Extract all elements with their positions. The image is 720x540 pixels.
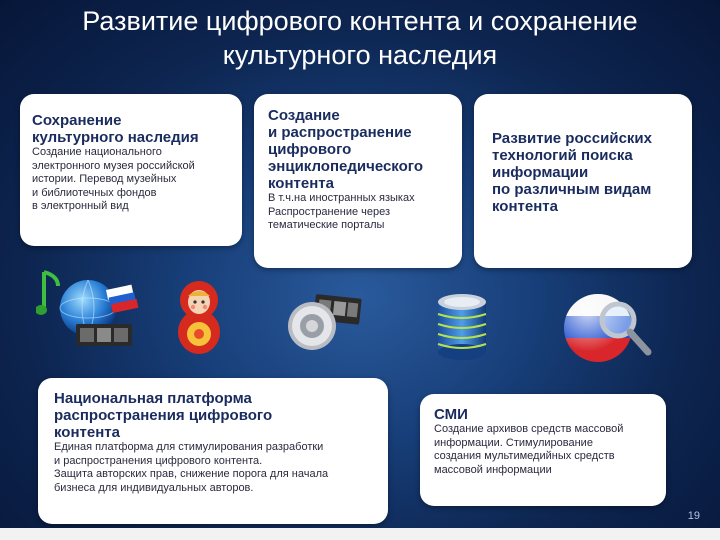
card-search — [474, 94, 692, 268]
card-media-body-3: создания мультимедийных средств — [434, 450, 615, 462]
bottom-strip — [0, 528, 720, 540]
card-encyclopedia-body-2: Распространение через — [268, 205, 391, 218]
card-platform-heading-2: распространения цифрового — [54, 407, 273, 424]
slide-title — [0, 4, 720, 72]
card-media-body-2: информации. Стимулирование — [434, 436, 593, 449]
speaker-film-icon — [286, 292, 366, 352]
card-heritage-heading-2: культурного наследия — [32, 129, 199, 146]
card-search-heading-2: технологий поиска — [492, 147, 633, 164]
card-heritage-body-2: электронного музея российской — [32, 159, 195, 172]
card-media-body-1: Создание архивов средств массовой — [434, 423, 624, 435]
card-media-heading-1: СМИ — [434, 406, 468, 423]
card-heritage-body-5: в электронный вид — [32, 200, 129, 212]
card-search-heading-4: по различным видам — [492, 181, 652, 198]
card-platform-body-1: Единая платформа для стимулирования разработки — [54, 441, 324, 453]
matryoshka-icon — [176, 276, 222, 356]
card-platform-body-2: и распространения цифрового контента. — [54, 454, 263, 467]
card-encyclopedia-heading-2: и распространение — [268, 124, 412, 141]
database-icon — [434, 292, 490, 362]
card-platform-heading-1: Национальная платформа — [54, 390, 252, 407]
card-heritage-heading-1: Сохранение — [32, 112, 122, 129]
title-line-2: культурного наследия — [222, 40, 498, 70]
card-search-heading-3: информации — [492, 164, 589, 181]
card-encyclopedia-heading-5: контента — [268, 175, 334, 192]
card-encyclopedia-heading-1: Создание — [268, 107, 340, 124]
card-heritage — [20, 94, 242, 246]
card-heritage-body-4: и библиотечных фондов — [32, 186, 157, 199]
card-encyclopedia-heading-4: энциклопедического — [268, 158, 423, 175]
card-platform-body-3: Защита авторских прав, снижение порога для начала — [54, 468, 329, 480]
title-line-1: Развитие цифрового контента и сохранение — [82, 6, 638, 36]
card-encyclopedia-body-3: тематические порталы — [268, 219, 385, 231]
card-encyclopedia-body-1: В т.ч.на иностранных языках — [268, 192, 415, 204]
card-media — [420, 394, 666, 506]
card-platform-body-4: бизнеса для индивидуальных авторов. — [54, 481, 254, 494]
card-search-heading-5: контента — [492, 198, 558, 215]
card-heritage-body-1: Создание национального — [32, 146, 162, 158]
page-number: 19 — [687, 510, 700, 522]
card-platform — [38, 378, 388, 524]
card-platform-heading-3: контента — [54, 424, 120, 441]
globe-music-icon — [36, 268, 142, 350]
card-encyclopedia — [254, 94, 462, 268]
card-heritage-body-3: истории. Перевод музейных — [32, 173, 177, 185]
russia-search-icon — [560, 288, 656, 368]
card-media-body-4: массовой информации — [434, 463, 552, 476]
card-encyclopedia-heading-3: цифрового — [268, 141, 352, 158]
card-search-heading-1: Развитие российских — [492, 130, 652, 147]
